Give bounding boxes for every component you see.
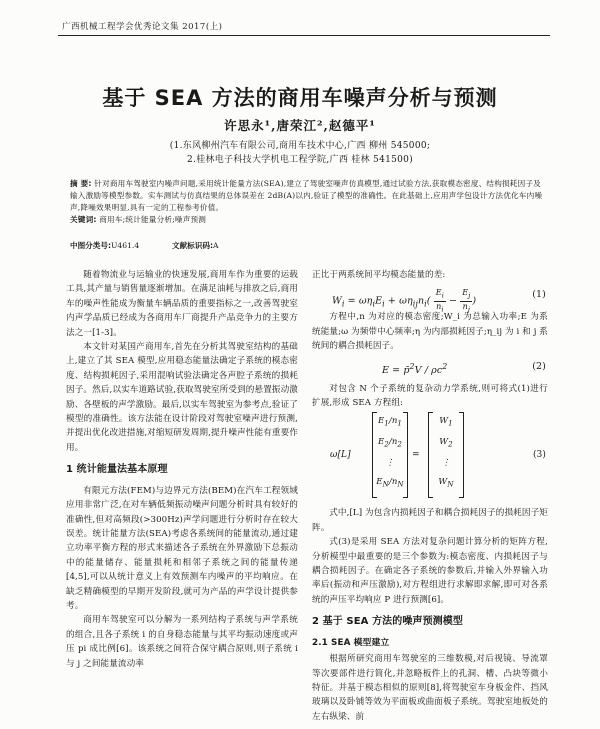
equation-2: E = p̄$^2$V / $\rho c^2$ (2) <box>382 360 546 376</box>
section-1-paragraph-1: 有限元方法(FEM)与边界元方法(BEM)在汽车工程领域应用非常广泛,在对车辆低频振动噪声问题分析时具有较好的准确性,但对高频段(>300Hz)声学问题进行分析时存在较大误差。统计能量方法(SEA)考虑各系统间的能量流动,通过建立功率平衡方程的形式来描述各子系统在外界激励下总振动中的能量储存、能量损耗和相邻子系统之间的能量传递[4,5],可以从统计意义上有效预测车内噪声的平均响应。在缺乏精确模型的早期开发阶段,就可为产品的声学设计提供参考。 <box>66 485 298 611</box>
equation-1-description: 方程中,n 为对应的模态密度;W_i 为总输入功率;E 为系统能量;ω 为频带中心频率;η 为内部损耗因子;η_ij 为 i 和 j 系统间的耦合损耗因子。 <box>312 312 548 352</box>
authors: 许思永¹,唐荣江²,赵德平¹ <box>224 118 376 133</box>
equation-3-number: (3) <box>532 450 546 461</box>
left-column <box>66 268 298 671</box>
energy-vector: $E_1/n_1$ $E_2/n_2$ ⋮ $E_N/n_N$ <box>372 412 408 498</box>
right-column <box>312 268 548 724</box>
intro-paragraph-1: 随着物流业与运输业的快速发展,商用车作为重要的运载工具,其产量与销售量逐渐增加。在满足油耗与排放之后,商用车的噪声性能成为衡量车辆品质的重要指标之一,改善驾驶室内声学品质已经成为各商用车厂商提升产品竞争力的主要方法之一[1-3]。 <box>66 270 298 338</box>
subsection-2-1-heading: 2.1 SEA 模型建立 <box>312 637 390 648</box>
equation-2-number: (2) <box>532 360 546 372</box>
affiliation-1: (1.东风柳州汽车有限公司,商用车技术中心,广西 柳州 545000; <box>169 141 431 151</box>
paper-title: 基于 SEA 方法的商用车噪声分析与预测 <box>102 86 498 110</box>
keywords-label: 关键词: <box>70 215 97 224</box>
equation-intro: 正比于两系统间平均模态能量的差: <box>312 270 446 280</box>
keywords-text: 商用车;统计能量分析;噪声预测 <box>99 215 207 224</box>
keywords <box>70 214 544 226</box>
equation-2-description: 对包含 N 个子系统的复杂动力学系统,则可将式(1)进行扩展,形成 SEA 方程组: <box>312 383 548 409</box>
equation-3-description: 式中,[L] 为包含内损耗因子和耦合损耗因子的损耗因子矩阵。 <box>312 508 548 533</box>
clc-value: U461.4 <box>111 241 140 250</box>
affiliation-2: 2.桂林电子科技大学机电工程学院,广西 桂林 541500) <box>186 155 414 165</box>
section-2-1-paragraph: 根据所研究商用车驾驶室的三维数模,对后视镜、导流罩等次要部件进行简化,并忽略板件上的孔洞、槽、凸块等微小特征。并基于模态相似的原则[8],将驾驶室车身板金件、挡风玻璃以及卧铺等效为平面板或曲面板子系统。驾驶室地板处的左右纵梁、前 <box>312 654 548 722</box>
classification-line <box>70 240 219 251</box>
section-2-heading: 2 基于 SEA 方法的噪声预测模型 <box>312 616 463 628</box>
equation-3: ω[L] $E_1/n_1$ $E_2/n_2$ ⋮ $E_N/n_N$ = $W_1$ $W_2$ ⋮ $W_N$ (3) <box>312 410 548 506</box>
abstract-text: 针对商用车驾驶室内噪声问题,采用统计能量方法(SEA),建立了驾驶室噪声仿真模型,通过试验方法,获取模态密度、结构损耗因子及输入激励等模型参数。实车测试与仿真结果的总体误差在 2dB(A)以内,验证了模型的准确性。在此基础上,应用声学包设计方法优化车内噪声,降噪效果明显,具有一定的工程参考价值。 <box>70 179 543 212</box>
intro-paragraph-2: 本文针对某国产商用车,首先在分析其驾驶室结构的基础上,建立了其 SEA 模型,应用稳态能量法确定子系统的模态密度、结构损耗因子,采用混响试验法确定各声腔子系统的损耗因子。然后,以实车道路试验,获取驾驶室所受到的悬置振动激励、各壁板的声学激励。最后,以实车驾驶室为参考点,验证了模型的准确性。该方法能在设计阶段对驾驶室噪声进行预测,并提出优化改进措施,对缩短研发周期,提升噪声性能有重要作用。 <box>66 342 298 453</box>
doc-code-value: A <box>213 241 219 250</box>
power-vector: $W_1$ $W_2$ ⋮ $W_N$ <box>428 412 464 498</box>
abstract-label: 摘 要: <box>70 179 92 188</box>
equation-1-number: (1) <box>532 289 546 301</box>
solution-paragraph: 式(3)是采用 SEA 方法对复杂问题计算分析的矩阵方程,分析模型中最重要的是三个参数为:模态密度、内损耗因子与耦合损耗因子。在确定各子系统的参数后,并输入外界输入功率后(振动和声压激励),对方程组进行求解即求解,即可对各系统的声压平均响应 P 进行预测[6]。 <box>312 537 548 605</box>
running-head: 广西机械工程学会优秀论文集 2017(上) <box>62 22 223 32</box>
equation-1: $W_i = \omega\eta_iE_i + \omega\eta_{ij}n_i$( $\frac{E_i}{n_i}$ − $\frac{E_j}{n_j}$ ) (1) <box>332 288 546 314</box>
header-rule <box>58 35 550 36</box>
section-1-paragraph-2: 商用车驾驶室可以分解为一系列结构子系统与声学系统的组合,且各子系统 i 的自身稳态能量与其平均振动速度或声压 pi 成比例[6]。该系统之间符合保守耦合原则,则子系统 i 与 j 之间能量流动率 <box>66 615 298 669</box>
clc-label: 中图分类号: <box>70 241 112 250</box>
abstract <box>70 178 544 226</box>
section-1-heading: 1 统计能量法基本原理 <box>66 464 168 476</box>
doc-code-label: 文献标识码: <box>172 241 214 250</box>
